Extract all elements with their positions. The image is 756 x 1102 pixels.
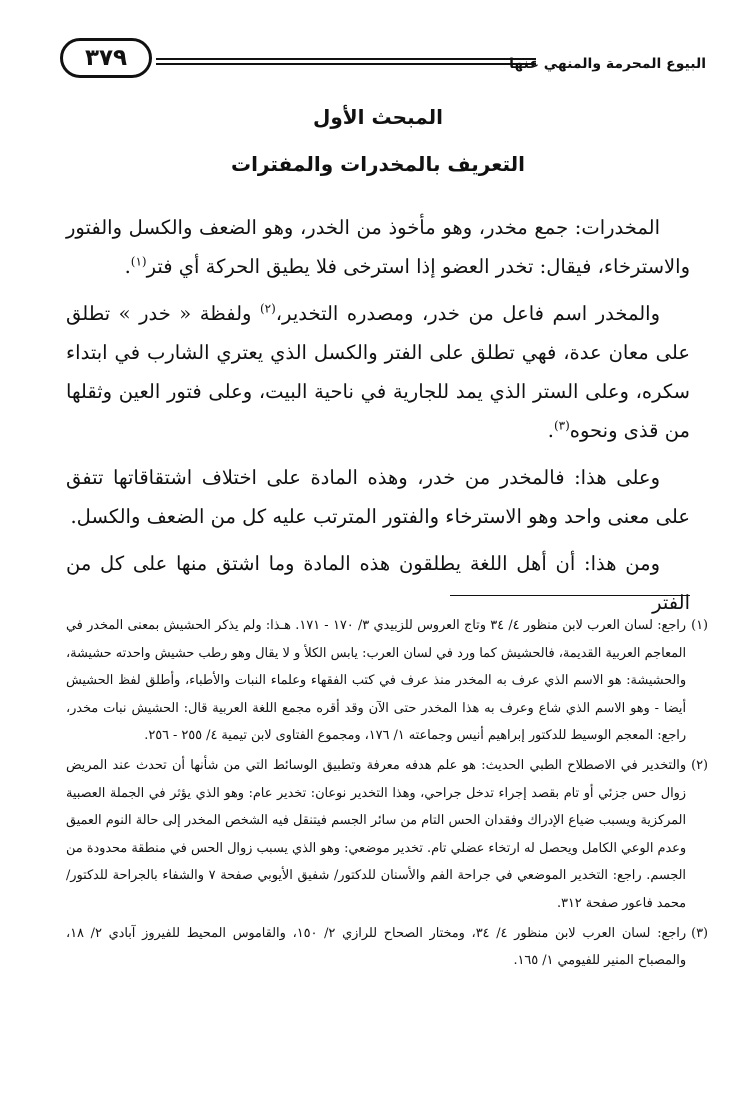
footnote-marker: (٢)	[691, 757, 708, 773]
paragraph: ومن هذا: أن أهل اللغة يطلقون هذه المادة وما اشتق منها على كل من الفتر	[66, 552, 690, 614]
running-title: البيوع المحرمة والمنهي عنها	[509, 56, 706, 72]
footnote-separator	[450, 595, 690, 596]
footnote-ref: (١)	[130, 254, 147, 269]
footnote-text: راجع: لسان العرب لابن منظور ٤/ ٣٤، ومختار الصحاح للرازي ٢/ ١٥٠، والقاموس المحيط للفيروز آبادي ٢/ ١٨، والمصباح المنير للفيومي ١/ ١٦٥.	[66, 925, 686, 969]
page-number: ٣٧٩	[60, 38, 152, 78]
header-rule	[156, 63, 536, 65]
body-text	[66, 208, 690, 630]
footnote-ref: (٢)	[259, 301, 276, 316]
footnotes	[66, 612, 708, 977]
footnote-marker: (١)	[691, 618, 708, 633]
paragraph: والمخدر اسم فاعل من خدر، ومصدره التخدير،$^{(٢)}$ ولفظة « خدر » تطلق على معان عدة، فهي تطلق على الفتر والكسل الذي يعتري الشارب في ابتداء سكره، وعلى الستر الذي يمد للجارية في ناحية البيت، وعلى فتور العين وثقلها من قذى ونحوه$^{(٣)}$.	[66, 301, 690, 442]
chapter-title: التعريف بالمخدرات والمفترات	[230, 152, 526, 176]
footnote	[66, 612, 708, 750]
section-heading: المبحث الأول	[312, 105, 444, 129]
footnote	[66, 920, 708, 975]
footnote	[66, 752, 708, 918]
header-rule	[156, 58, 536, 60]
footnote-marker: (٣)	[691, 925, 708, 941]
paragraph: المخدرات: جمع مخدر، وهو مأخوذ من الخدر، وهو الضعف والكسل والفتور والاسترخاء، فيقال: تخدر العضو إذا استرخى فلا يطيق الحركة أي فتر$^{(١)}$.	[66, 216, 690, 278]
footnote-text: راجع: لسان العرب لابن منظور ٤/ ٣٤ وتاج العروس للزبيدي ٣/ ١٧٠ - ١٧١. هـذا: ولم يذكر الحشيش بمعنى المخدر في المعاجم العربية القديمة، فالحشيش كما ورد في لسان العرب: يابس الكلأ و لا يقال وهو رطب حشيش واحدته حشيشة، والحشيشة: هو الاسم الذي عرف به المخدر منذ عرف في كتب الفقهاء وعلماء النبات والأطباء، وأطلق لفظ الحشيش أيضا - وهو الاسم الذي شاع وعرف به هذا المخدر حتى الآن وقد أقره مجمع اللغة العربية قال: الحشيش نبات مخدر، راجع: المعجم الوسيط للدكتور إبراهيم أنيس وجماعته ١/ ١٧٦، ومجموع الفتاوى لابن تيمية ٤/ ٢٥٥ - ٢٥٦.	[66, 618, 686, 744]
footnote-ref: (٣)	[553, 418, 570, 433]
footnote-text: والتخدير في الاصطلاح الطبي الحديث: هو علم هدفه معرفة وتطبيق الوسائط التي من شأنها أن تحدث عند المريض زوال حس جزئي أو تام بقصد إجراء تدخل جراحي، وهذا التخدير نوعان: تخدير عام: وهو الذي يؤثر في الجملة العصبية المركزية ويسبب ضياع الإدراك وفقدان الحس التام من سائر الجسم فيتنقل فيه الشخص المخدر إلى حالة النوم العميق وعدم الوعي الكامل ويحصل له ارتخاء عضلي تام. تخدير موضعي: وهو الذي يسبب زوال الحس في منطقة محدودة من الجسم. راجع: التخدير الموضعي في جراحة الفم والأسنان للدكتور/ شفيق الأيوبي صفحة ٧ والشفاء بالجراحة للدكتور/ محمد فاعور صفحة ٣١٢.	[66, 757, 686, 911]
page-header	[60, 38, 706, 82]
paragraph: وعلى هذا: فالمخدر من خدر، وهذه المادة على اختلاف اشتقاقاتها تتفق على معنى واحد وهو الاسترخاء والفتور المترتب عليه كل من الضعف والكسل.	[66, 466, 690, 528]
